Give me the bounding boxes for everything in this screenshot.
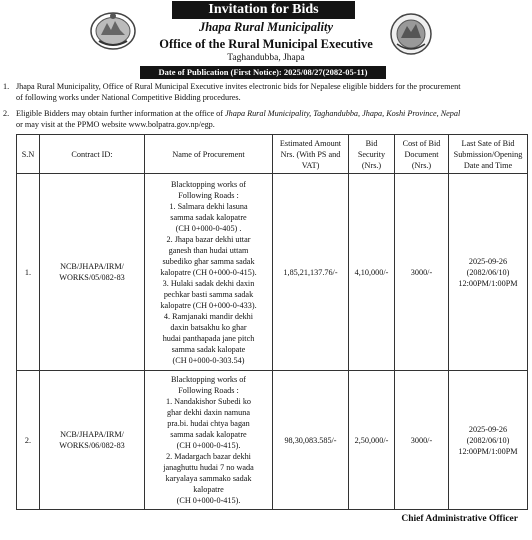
table-row xyxy=(17,371,528,510)
signature-title: Chief Administrative Officer xyxy=(401,514,518,524)
cell-security: 2,50,000/- xyxy=(349,371,395,510)
cell-procurement: Blacktopping works of Following Roads : 1. Salmara dekhi lasuna samma sadak kalopatre (CH 0+000-0-405) . 2. Jhapa bazar dekhi uttar ganesh than hudai uttam subediko ghar samma sadak kalopatre (CH 0+000-0-415). 3. Hulaki sadak dekhi daxin pechkar basti samma sadak kalopatre (CH 0+000-0-433). 4. Ramjanaki mandir dekhi daxin batsakhu ko ghar hudai panthapada jane pitch samma sadak kalopate (CH 0+000-0-303.54) xyxy=(145,174,273,371)
paragraph-number: 2. xyxy=(3,109,10,118)
notice-banner: Invitation for Bids xyxy=(172,1,355,19)
bids-table xyxy=(16,134,528,510)
cell-cost: 3000/- xyxy=(395,174,449,371)
municipality-name: Jhapa Rural Municipality xyxy=(198,20,334,34)
cell-date: 2025-09-26 (2082/06/10) 12:00PM/1:00PM xyxy=(449,371,528,510)
cell-amount: 98,30,083.585/- xyxy=(273,371,349,510)
cell-sn: 2. xyxy=(17,371,40,510)
cell-contract: NCB/JHAPA/IRM/ WORKS/06/082-83 xyxy=(40,371,145,510)
cell-date: 2025-09-26 (2082/06/10) 12:00PM/1:00PM xyxy=(449,174,528,371)
header-date: Last Sate of Bid Submission/Opening Date and Time xyxy=(449,135,528,174)
header-sn: S.N xyxy=(17,135,40,174)
table-row xyxy=(17,174,528,371)
publication-date: Date of Publication (First Notice): 2025/08/27(2082-05-11) xyxy=(140,66,386,79)
cell-security: 4,10,000/- xyxy=(349,174,395,371)
table-header-row xyxy=(17,135,528,174)
paragraph-number: 1. xyxy=(3,82,10,91)
header-cost: Cost of Bid Document (Nrs.) xyxy=(395,135,449,174)
paragraph-text: Eligible Bidders may obtain further information at the office of xyxy=(16,109,226,118)
cell-amount: 1,85,21,137.76/- xyxy=(273,174,349,371)
office-name: Office of the Rural Municipal Executive xyxy=(159,37,373,51)
cell-procurement: Blacktopping works of Following Roads : 1. Nandakishor Subedi ko ghar dekhi daxin namuna pra.bi. hudai chtya bagan samma sadak kalopatre (CH 0+000-0-415). 2. Madargach bazar dekhi janaghuttu hudai 7 no wada karyalaya sammako sadak kalopatre (CH 0+000-0-415). xyxy=(145,371,273,510)
paragraph-line: of following works under National Competitive Bidding procedures. xyxy=(16,93,241,102)
cell-cost: 3000/- xyxy=(395,371,449,510)
header-amount: Estimated Amount Nrs. (With PS and VAT) xyxy=(273,135,349,174)
paragraph-line: or may visit at the PPMO website www.bolpatra.gov.np/egp. xyxy=(16,120,215,129)
office-address: Jhapa Rural Municipality, Taghandubba, Jhapa, Koshi Province, Nepal xyxy=(225,109,461,118)
paragraph-line: Jhapa Rural Municipality, Office of Rural Municipal Executive invites electronic bids for Nepalese eligible bidders for the procurement xyxy=(16,82,461,91)
cell-sn: 1. xyxy=(17,174,40,371)
paragraph-line xyxy=(16,108,527,119)
header-procurement: Name of Procurement xyxy=(145,135,273,174)
paragraph-1 xyxy=(3,81,527,103)
cell-contract: NCB/JHAPA/IRM/ WORKS/05/082-83 xyxy=(40,174,145,371)
paragraph-2 xyxy=(3,108,527,130)
header-security: Bid Security (Nrs.) xyxy=(349,135,395,174)
header-contract: Contract ID: xyxy=(40,135,145,174)
office-location: Taghandubba, Jhapa xyxy=(227,53,305,63)
